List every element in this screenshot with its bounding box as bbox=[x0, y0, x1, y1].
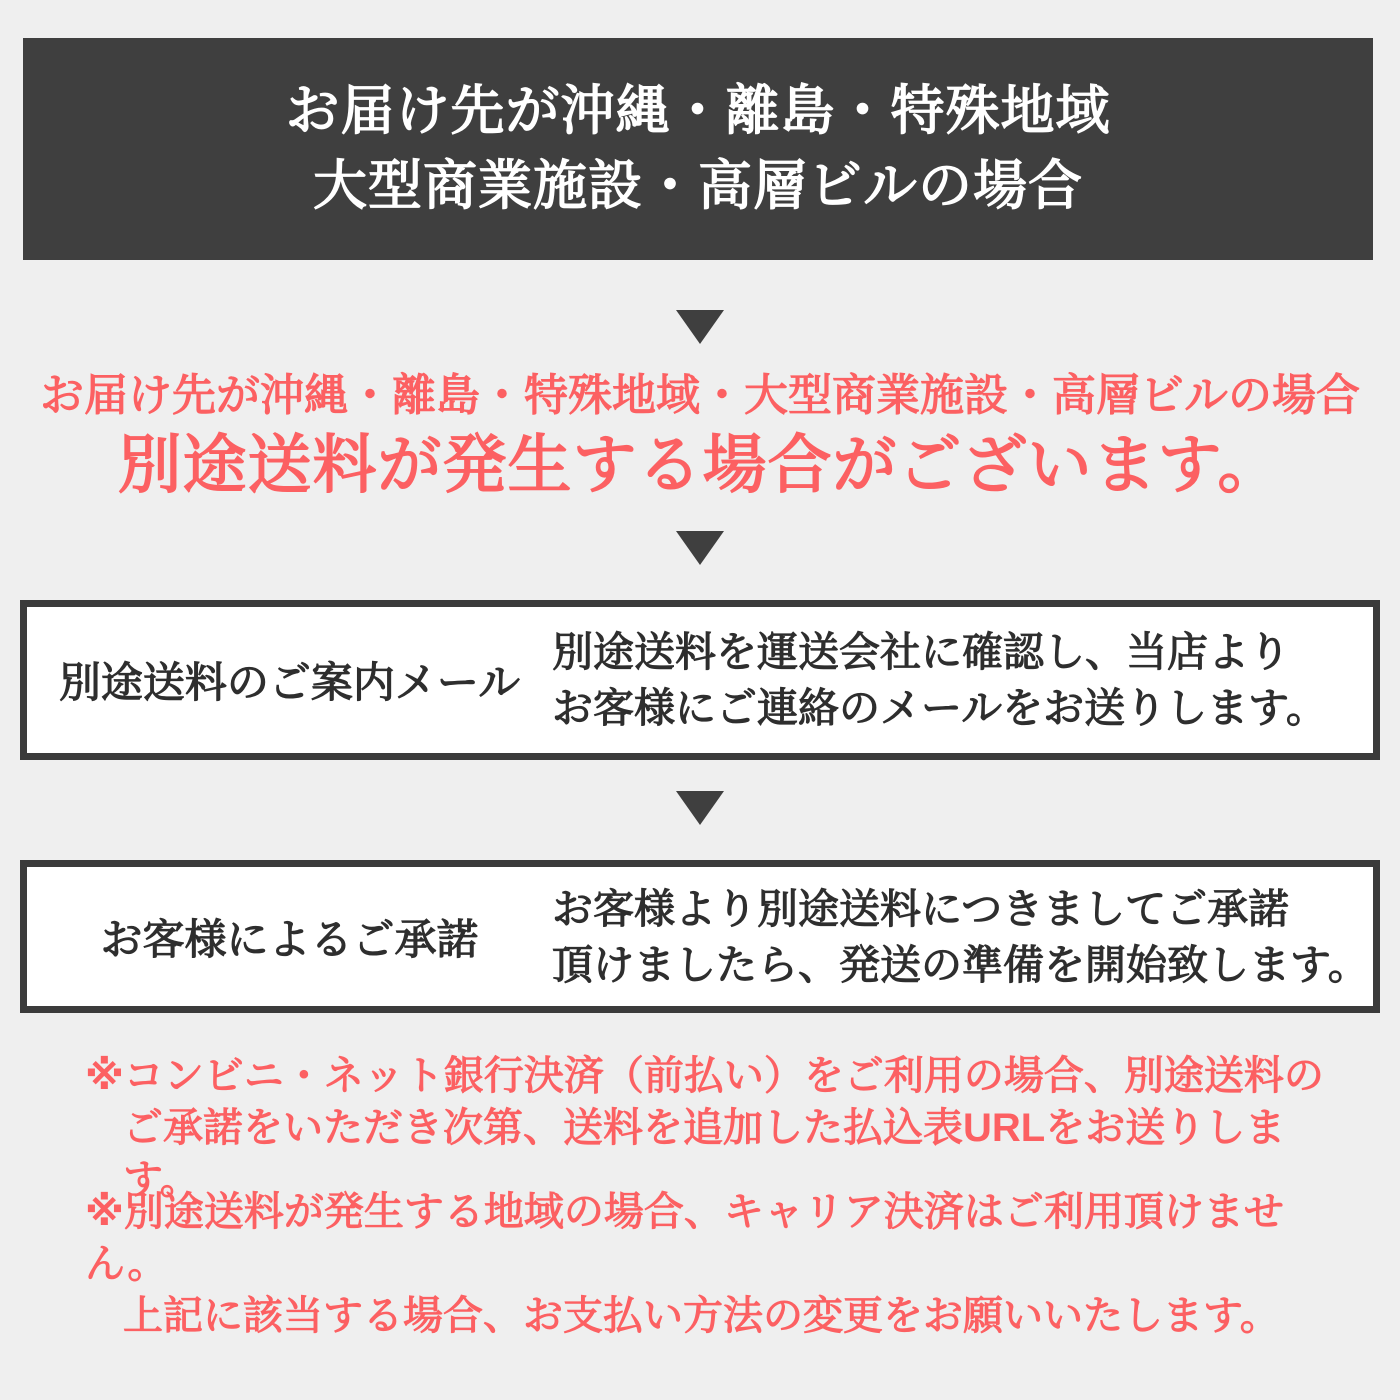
intro-notice bbox=[0, 366, 1400, 504]
step-description-line-1: お客様より別途送料につきましてご承諾 bbox=[552, 885, 1290, 932]
note-line-1: ※別途送料が発生する地域の場合、キャリア決済はご利用頂けません。 bbox=[85, 1190, 1284, 1286]
step-box-customer-approval bbox=[20, 860, 1380, 1013]
down-arrow-icon bbox=[676, 531, 724, 565]
down-arrow-icon bbox=[676, 310, 724, 344]
step-description-line-2: 頂けましたら、発送の準備を開始致します。 bbox=[552, 941, 1369, 988]
header-line-1: お届け先が沖縄・離島・特殊地域 bbox=[285, 81, 1111, 141]
note-line-2: 上記に該当する場合、お支払い方法の変更をお願いいたします。 bbox=[123, 1294, 1280, 1338]
step-description bbox=[552, 624, 1373, 736]
note-line-1: ※コンビニ・ネット銀行決済（前払い）をご利用の場合、別途送料の bbox=[85, 1054, 1324, 1098]
intro-condition-text: お届け先が沖縄・離島・特殊地域・大型商業施設・高層ビルの場合 bbox=[40, 371, 1360, 420]
step-description bbox=[552, 881, 1373, 993]
step-description-line-2: お客様にご連絡のメールをお送りします。 bbox=[552, 685, 1327, 731]
note-prepayment bbox=[85, 1050, 1360, 1206]
note-carrier-payment bbox=[85, 1186, 1360, 1342]
header-banner bbox=[23, 38, 1373, 260]
note-line-2: ご承諾をいただき次第、送料を追加した払込表URLをお送りします。 bbox=[123, 1106, 1286, 1202]
step-description-line-1: 別途送料を運送会社に確認し、当店より bbox=[552, 629, 1290, 675]
header-line-2: 大型商業施設・高層ビルの場合 bbox=[313, 156, 1083, 216]
step-title: 別途送料のご案内メール bbox=[58, 659, 521, 706]
step-title: お客様によるご承諾 bbox=[100, 915, 479, 963]
intro-fee-warning-text: 別途送料が発生する場合がございます。 bbox=[117, 429, 1283, 501]
down-arrow-icon bbox=[676, 791, 724, 825]
step-box-shipping-fee-email bbox=[20, 600, 1380, 760]
